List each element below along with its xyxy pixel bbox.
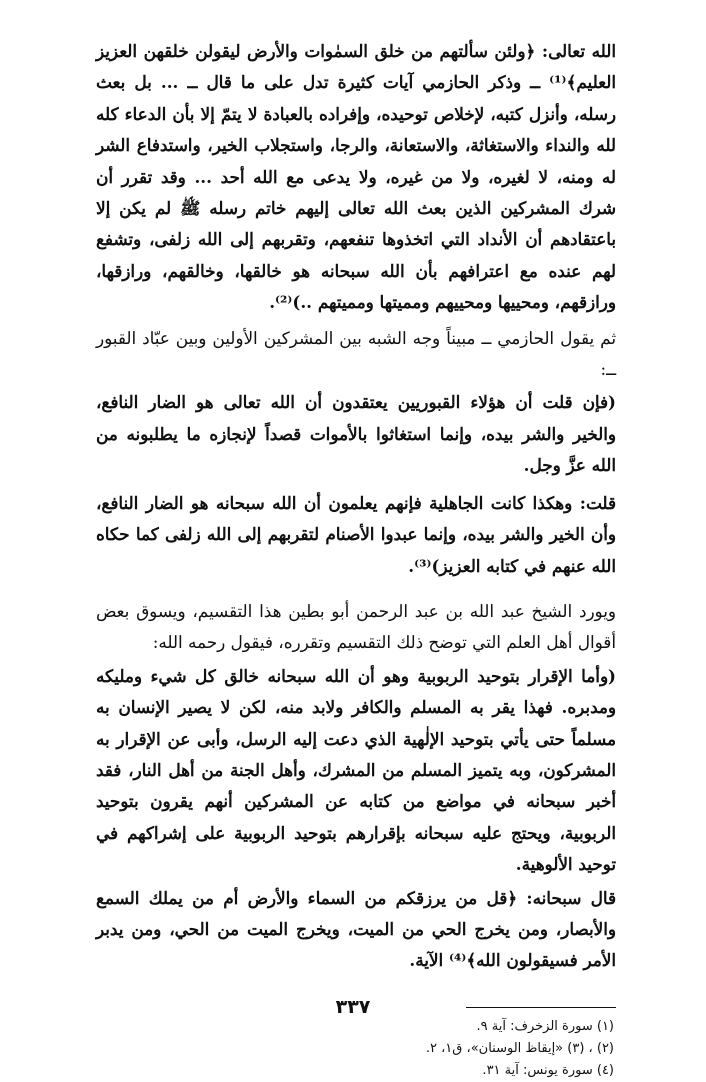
body-paragraph-6: (وأما الإقرار بتوحيد الربوبية وهو أن الله سبحانه خالق كل شيء ومليكه ومدبره. فهذا يقر به المسلم والكافر ولابد منه، لكن لا يصير الإنسان به مسلماً حتى يأتي بتوحيد الإلٰهية الذي دعت إليه الرسل، وأبى عن الإقرار به المشركون، وبه يتميز المسلم من المشرك، وأهل الجنة من أهل النار، فقد أخبر سبحانه في مواضع من كتابه عن المشركين أنهم يقرون بتوحيد الربوبية، ويحتج عليه سبحانه بإقرارهم بتوحيد الربوبية على إشراكهم في توحيد الألوهية. (96, 665, 616, 875)
body-paragraph-5: ويورد الشيخ عبد الله بن عبد الرحمن أبو بطين هذا التقسيم، ويسوق بعض أقوال أهل العلم التي توضح ذلك التقسيم وتقرره، فيقول رحمه الله: (96, 600, 616, 653)
body-paragraph-7: قال سبحانه: ﴿قل من يرزقكم من السماء والأرض أم من يملك السمع والأبصار، ومن يخرج الحي من الميت، ويخرج الميت من الحي، ومن يدبر الأمر فسيقولون الله﴾⁽⁴⁾ الآية. (96, 887, 616, 971)
footnote-3: (٤) سورة يونس: آية ٣١. (482, 1062, 614, 1078)
body-paragraph-2: ثم يقول الحازمي ــ مبيناً وجه الشبه بين المشركين الأولين وبين عبّاد القبور ــ: (96, 327, 616, 380)
document-page (96, 36, 616, 1078)
footnotes-section (96, 1016, 616, 1082)
page-number: ٣٣٧ (335, 996, 371, 1018)
footnote-1: (١) سورة الزخرف: آية ٩. (476, 1018, 614, 1034)
footnote-2: (٢) ، (٣) «إيقاظ الوسنان»، ق١، ٢. (425, 1040, 614, 1056)
body-paragraph-3: (فإن قلت أن هؤلاء القبوريين يعتقدون أن الله تعالى هو الضار النافع، والخير والشر بيده، وإنما استغاثوا بالأموات قصداً لإنجازه ما يطلبونه من الله عزَّ وجل. (96, 392, 616, 476)
body-paragraph-4: قلت: وهكذا كانت الجاهلية فإنهم يعلمون أن الله سبحانه هو الضار النافع، وأن الخير والشر بيده، وإنما عبدوا الأصنام لتقربهم إلى الله زلفى كما حكاه الله عنهم في كتابه العزيز)⁽³⁾. (96, 492, 616, 576)
body-paragraph-1: الله تعالى: ﴿ولئن سألتهم من خلق السمٰوات والأرض ليقولن خلقهن العزيز العليم﴾⁽¹⁾ ــ وذكر الحازمي آيات كثيرة تدل على ما قال ــ ... بل بعث رسله، وأنزل كتبه، لإخلاص توحيده، وإفراده بالعبادة لا يتمّ إلا بأن الدعاء كله لله والنداء والاستغاثة، والاستعانة، والرجا، واستجلاب الخير، واستدفاع الشر له ومنه، لا لغيره، ولا من غيره، ولا يدعى مع الله أحد ... وقد تقرر أن شرك المشركين الذين بعث الله تعالى إليهم خاتم رسله ﷺ لم يكن إلا باعتقادهم أن الأنداد التي اتخذوها تنفعهم، وتقربهم إلى الله زلفى، وتشفع لهم عنده مع اعترافهم بأن الله سبحانه هو خالقها، وخالقهم، ورازقها، ورازقهم، ومحييها ومحييهم ومميتها ومميتهم ..)⁽²⁾. (96, 41, 616, 313)
